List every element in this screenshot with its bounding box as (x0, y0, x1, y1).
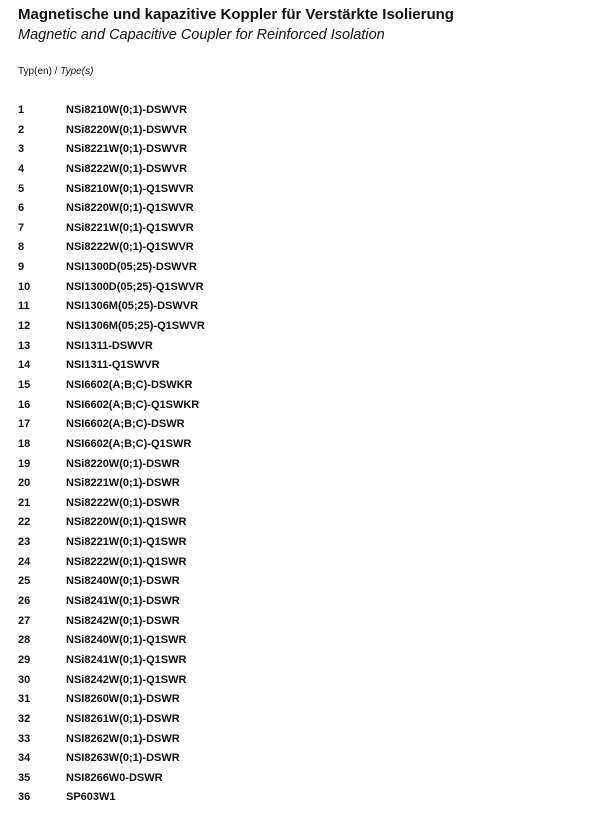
type-list-item (0, 654, 600, 674)
type-name: NSi8220W(0;1)-Q1SWR (66, 516, 187, 529)
type-number: 33 (18, 732, 31, 745)
type-number: 27 (18, 614, 31, 627)
type-list-item (0, 320, 600, 340)
type-list-item (0, 359, 600, 379)
type-number: 17 (18, 418, 31, 431)
type-name: NSI6602(A;B;C)-Q1SWR (66, 437, 192, 450)
type-name: NSI8266W0-DSWR (66, 771, 163, 784)
type-name: NSi8221W(0;1)-DSWR (66, 477, 180, 490)
type-number: 5 (18, 182, 25, 195)
type-name: NSi8241W(0;1)-DSWR (66, 595, 180, 608)
type-list-item (0, 241, 600, 261)
type-list-item (0, 281, 600, 301)
type-list-item (0, 634, 600, 654)
type-name: NSI6602(A;B;C)-DSWKR (66, 378, 193, 391)
type-number: 30 (18, 673, 31, 686)
type-name: NSi8210W(0;1)-Q1SWVR (66, 182, 194, 195)
type-number: 16 (18, 398, 31, 411)
type-name: NSi8220W(0;1)-DSWVR (66, 123, 188, 136)
type-name: NSI8261W(0;1)-DSWR (66, 712, 180, 725)
type-list-item (0, 752, 600, 772)
type-list (0, 104, 600, 811)
type-number: 35 (18, 771, 31, 784)
type-name: NSi8242W(0;1)-DSWR (66, 614, 180, 627)
type-number: 28 (18, 634, 31, 647)
type-name: NSi8221W(0;1)-DSWVR (66, 143, 188, 156)
type-name: NSI1306M(05;25)-DSWVR (66, 300, 199, 313)
type-name: NSI1300D(05;25)-Q1SWVR (66, 280, 204, 293)
type-list-item (0, 693, 600, 713)
type-list-item (0, 163, 600, 183)
type-name: NSi8220W(0;1)-DSWR (66, 457, 180, 470)
type-name: NSI1306M(05;25)-Q1SWVR (66, 320, 205, 333)
type-label-en: Type(s) (60, 66, 94, 77)
type-number: 31 (18, 693, 31, 706)
type-number: 23 (18, 536, 31, 549)
type-number: 6 (18, 202, 25, 215)
type-number: 36 (18, 791, 31, 804)
type-name: NSI8260W(0;1)-DSWR (66, 693, 180, 706)
type-list-item (0, 124, 600, 144)
type-name: NSi8220W(0;1)-Q1SWVR (66, 202, 194, 215)
type-list-item (0, 595, 600, 615)
type-list-item (0, 458, 600, 478)
type-number: 29 (18, 653, 31, 666)
type-name: NSi8221W(0;1)-Q1SWR (66, 536, 187, 549)
type-list-item (0, 202, 600, 222)
type-list-item (0, 733, 600, 753)
type-name: NSI8263W(0;1)-DSWR (66, 752, 180, 765)
type-name: NSI6602(A;B;C)-Q1SWKR (66, 398, 200, 411)
type-name: NSI8262W(0;1)-DSWR (66, 732, 180, 745)
type-list-item (0, 438, 600, 458)
type-number: 32 (18, 712, 31, 725)
type-list-item (0, 379, 600, 399)
type-list-item (0, 477, 600, 497)
type-list-item (0, 615, 600, 635)
type-name: NSi8221W(0;1)-Q1SWVR (66, 221, 194, 234)
type-number: 8 (18, 241, 25, 254)
type-list-item (0, 222, 600, 242)
type-name: NSI1311-DSWVR (66, 339, 153, 352)
type-list-item (0, 674, 600, 694)
type-number: 11 (18, 300, 30, 313)
type-name: NSi8222W(0;1)-DSWR (66, 496, 180, 509)
type-list-item (0, 536, 600, 556)
type-number: 1 (18, 104, 25, 116)
type-name: NSi8222W(0;1)-Q1SWVR (66, 241, 194, 254)
page-title: Magnetische und kapazitive Koppler für Verstärkte Isolierung (18, 6, 454, 23)
type-number: 34 (18, 752, 31, 765)
type-list-item (0, 713, 600, 733)
type-number: 7 (18, 221, 25, 234)
type-name: NSi8240W(0;1)-DSWR (66, 575, 180, 588)
type-list-item (0, 772, 600, 792)
type-number: 12 (18, 320, 31, 333)
page-subtitle: Magnetic and Capacitive Coupler for Reinforced Isolation (18, 27, 385, 43)
type-name: NSi8240W(0;1)-Q1SWR (66, 634, 187, 647)
type-number: 18 (18, 437, 31, 450)
type-name: NSi8222W(0;1)-DSWVR (66, 162, 188, 175)
type-list-item (0, 399, 600, 419)
type-number: 15 (18, 378, 31, 391)
type-list-item (0, 575, 600, 595)
type-number: 21 (18, 496, 31, 509)
type-number: 13 (18, 339, 31, 352)
type-number: 25 (18, 575, 31, 588)
type-number: 9 (18, 261, 25, 274)
type-number: 14 (18, 359, 31, 372)
type-name: NSi8241W(0;1)-Q1SWR (66, 653, 187, 666)
type-list-item (0, 261, 600, 281)
type-name: NSi8210W(0;1)-DSWVR (66, 104, 188, 116)
type-number: 22 (18, 516, 31, 529)
type-number: 2 (18, 123, 25, 136)
type-list-item (0, 556, 600, 576)
type-name: SP603W1 (66, 791, 116, 804)
type-number: 24 (18, 555, 31, 568)
type-list-item (0, 791, 600, 811)
type-name: NSi8222W(0;1)-Q1SWR (66, 555, 187, 568)
type-list-item (0, 340, 600, 360)
type-label-de: Typ(en) / (18, 66, 61, 77)
type-list-item (0, 497, 600, 517)
type-number: 20 (18, 477, 31, 490)
type-list-item (0, 300, 600, 320)
type-list-item (0, 104, 600, 124)
type-name: NSi8242W(0;1)-Q1SWR (66, 673, 187, 686)
type-name: NSI1311-Q1SWVR (66, 359, 160, 372)
type-number: 3 (18, 143, 25, 156)
type-list-item (0, 418, 600, 438)
type-column-label (18, 66, 93, 77)
type-list-item (0, 183, 600, 203)
type-number: 19 (18, 457, 31, 470)
type-list-item (0, 516, 600, 536)
type-name: NSI6602(A;B;C)-DSWR (66, 418, 185, 431)
type-number: 10 (18, 280, 31, 293)
type-list-item (0, 143, 600, 163)
type-number: 26 (18, 595, 31, 608)
type-name: NSI1300D(05;25)-DSWVR (66, 261, 197, 274)
type-number: 4 (18, 162, 25, 175)
